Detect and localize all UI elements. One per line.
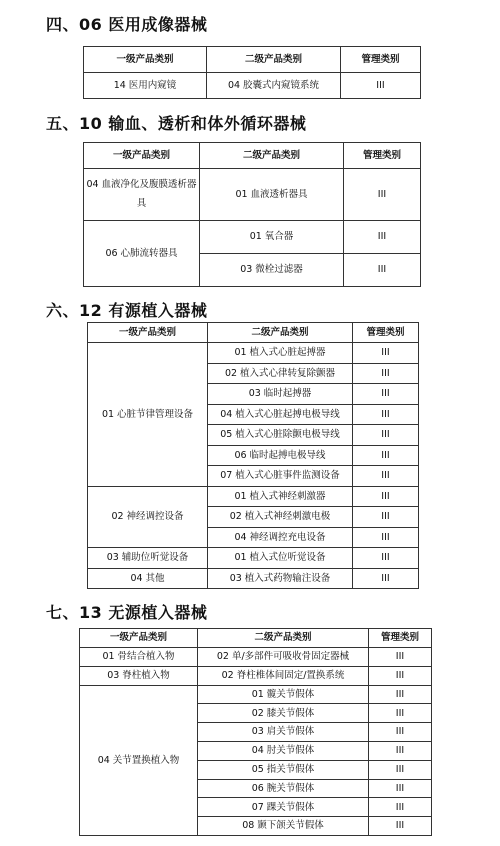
header-second-class: 二级产品类别 [208, 323, 353, 343]
header-second-class: 二级产品类别 [200, 143, 344, 169]
second-class-cell: 01 植入式心脏起搏器 [208, 343, 353, 364]
second-class-cell: 03 临时起搏器 [208, 384, 353, 405]
table-row [88, 343, 419, 364]
second-class-cell: 06 临时起搏电极导线 [208, 445, 353, 466]
second-class-cell: 04 植入式心脏起搏电极导线 [208, 404, 353, 425]
second-class-cell: 07 植入式心脏事件监测设备 [208, 466, 353, 487]
table-row [88, 548, 419, 569]
table-row [88, 568, 419, 589]
table-row [84, 169, 421, 221]
management-class-cell: III [353, 363, 419, 384]
header-second-class: 二级产品类别 [198, 629, 369, 648]
section-heading-7: 七、13 无源植入器械 [46, 603, 208, 622]
table-section-4 [83, 46, 421, 99]
second-class-cell: 05 指关节假体 [198, 760, 369, 779]
management-class-cell: III [369, 741, 432, 760]
header-management-class: 管理类别 [344, 143, 421, 169]
management-class-cell: III [369, 704, 432, 723]
header-management-class: 管理类别 [369, 629, 432, 648]
second-class-cell: 02 植入式心律转复除颤器 [208, 363, 353, 384]
management-class-cell: III [369, 798, 432, 817]
management-class-cell: III [353, 384, 419, 405]
management-class-cell: III [369, 685, 432, 704]
table-header-row [84, 47, 421, 73]
second-class-cell: 04 神经调控充电设备 [208, 527, 353, 548]
table-header-row [88, 323, 419, 343]
management-class-cell: III [353, 404, 419, 425]
table-section-7 [79, 628, 432, 836]
management-class-cell: III [353, 445, 419, 466]
second-class-cell: 07 踝关节假体 [198, 798, 369, 817]
table-section-5 [83, 142, 421, 287]
first-class-cell: 01 心脏节律管理设备 [88, 343, 208, 487]
management-class-cell: III [341, 73, 421, 99]
second-class-cell: 05 植入式心脏除颤电极导线 [208, 425, 353, 446]
first-class-cell: 01 骨结合植入物 [80, 648, 198, 667]
section-heading-6: 六、12 有源植入器械 [46, 301, 208, 320]
management-class-cell: III [353, 568, 419, 589]
management-class-cell: III [344, 169, 421, 221]
first-class-cell: 04 关节置换植入物 [80, 685, 198, 835]
second-class-cell: 04 肘关节假体 [198, 741, 369, 760]
management-class-cell: III [369, 648, 432, 667]
second-class-cell: 03 微栓过滤器 [200, 254, 344, 287]
header-management-class: 管理类别 [341, 47, 421, 73]
table-section-6 [87, 322, 419, 589]
second-class-cell: 01 植入式位听觉设备 [208, 548, 353, 569]
first-class-cell: 06 心肺流转器具 [84, 221, 200, 287]
second-class-cell: 01 髋关节假体 [198, 685, 369, 704]
header-first-class: 一级产品类别 [84, 143, 200, 169]
second-class-cell: 02 脊柱椎体间固定/置换系统 [198, 666, 369, 685]
management-class-cell: III [369, 666, 432, 685]
table-row [80, 685, 432, 704]
header-first-class: 一级产品类别 [80, 629, 198, 648]
management-class-cell: III [369, 723, 432, 742]
second-class-cell: 03 肩关节假体 [198, 723, 369, 742]
table-row [84, 221, 421, 254]
table-row [80, 666, 432, 685]
management-class-cell: III [353, 548, 419, 569]
second-class-cell: 04 胶囊式内窥镜系统 [207, 73, 341, 99]
header-second-class: 二级产品类别 [207, 47, 341, 73]
management-class-cell: III [369, 817, 432, 836]
management-class-cell: III [369, 760, 432, 779]
table-header-row [80, 629, 432, 648]
second-class-cell: 03 植入式药物输注设备 [208, 568, 353, 589]
header-first-class: 一级产品类别 [84, 47, 207, 73]
management-class-cell: III [369, 779, 432, 798]
second-class-cell: 06 腕关节假体 [198, 779, 369, 798]
management-class-cell: III [353, 466, 419, 487]
first-class-cell: 02 神经调控设备 [88, 486, 208, 548]
second-class-cell: 01 血液透析器具 [200, 169, 344, 221]
table-row [88, 486, 419, 507]
table-row [80, 648, 432, 667]
second-class-cell: 02 植入式神经刺激电极 [208, 507, 353, 528]
second-class-cell: 01 植入式神经刺激器 [208, 486, 353, 507]
section-heading-5: 五、10 输血、透析和体外循环器械 [46, 114, 307, 133]
first-class-cell: 04 血液净化及腹膜透析器具 [84, 169, 200, 221]
second-class-cell: 01 氧合器 [200, 221, 344, 254]
first-class-cell: 03 辅助位听觉设备 [88, 548, 208, 569]
management-class-cell: III [353, 527, 419, 548]
first-class-cell: 03 脊柱植入物 [80, 666, 198, 685]
header-management-class: 管理类别 [353, 323, 419, 343]
first-class-cell: 04 其他 [88, 568, 208, 589]
second-class-cell: 08 颞下颌关节假体 [198, 817, 369, 836]
first-class-cell: 14 医用内窥镜 [84, 73, 207, 99]
second-class-cell: 02 膝关节假体 [198, 704, 369, 723]
management-class-cell: III [344, 254, 421, 287]
management-class-cell: III [353, 343, 419, 364]
second-class-cell: 02 单/多部件可吸收骨固定器械 [198, 648, 369, 667]
table-header-row [84, 143, 421, 169]
management-class-cell: III [344, 221, 421, 254]
table-row [84, 73, 421, 99]
header-first-class: 一级产品类别 [88, 323, 208, 343]
management-class-cell: III [353, 486, 419, 507]
management-class-cell: III [353, 425, 419, 446]
management-class-cell: III [353, 507, 419, 528]
section-heading-4: 四、06 医用成像器械 [46, 15, 208, 34]
